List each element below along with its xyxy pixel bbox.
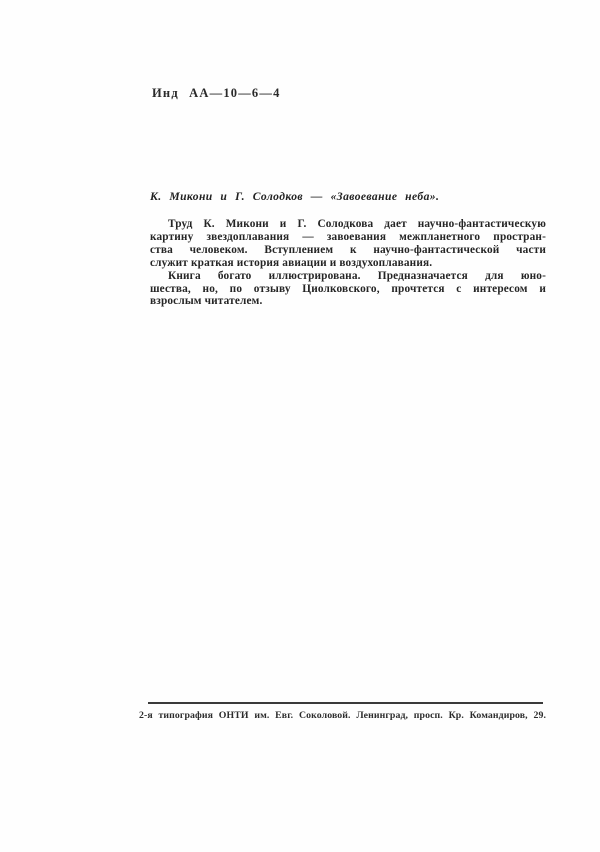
paragraph-audience	[150, 270, 546, 309]
text-line: взрослым читателем.	[150, 295, 263, 308]
imprint-divider-rule	[148, 702, 543, 704]
text-line: служит краткая история авиации и воздухоплавания.	[150, 256, 433, 269]
index-code: Инд АА—10—6—4	[152, 86, 281, 100]
annotation-block	[150, 190, 546, 308]
text-line: ства человеком. Вступлением к научно-фантастической части	[150, 243, 546, 256]
book-title-line: К. Микони и Г. Солодков — «Завоевание неба».	[150, 190, 440, 203]
text-line: картину звездоплавания — завоевания межпланетного простран-	[150, 230, 546, 243]
text-line: шества, но, по отзыву Циолковского, прочтется с интересом и	[150, 282, 546, 295]
text-line: Труд К. Микони и Г. Солодкова дает научно-фантастическую	[168, 218, 546, 230]
text-line: Книга богато иллюстрирована. Предназначается для юно-	[168, 269, 546, 282]
paragraph-summary	[150, 218, 546, 270]
printer-imprint: 2-я типография ОНТИ им. Евг. Соколовой. Ленинград, просп. Кр. Командиров, 29.	[139, 710, 546, 721]
